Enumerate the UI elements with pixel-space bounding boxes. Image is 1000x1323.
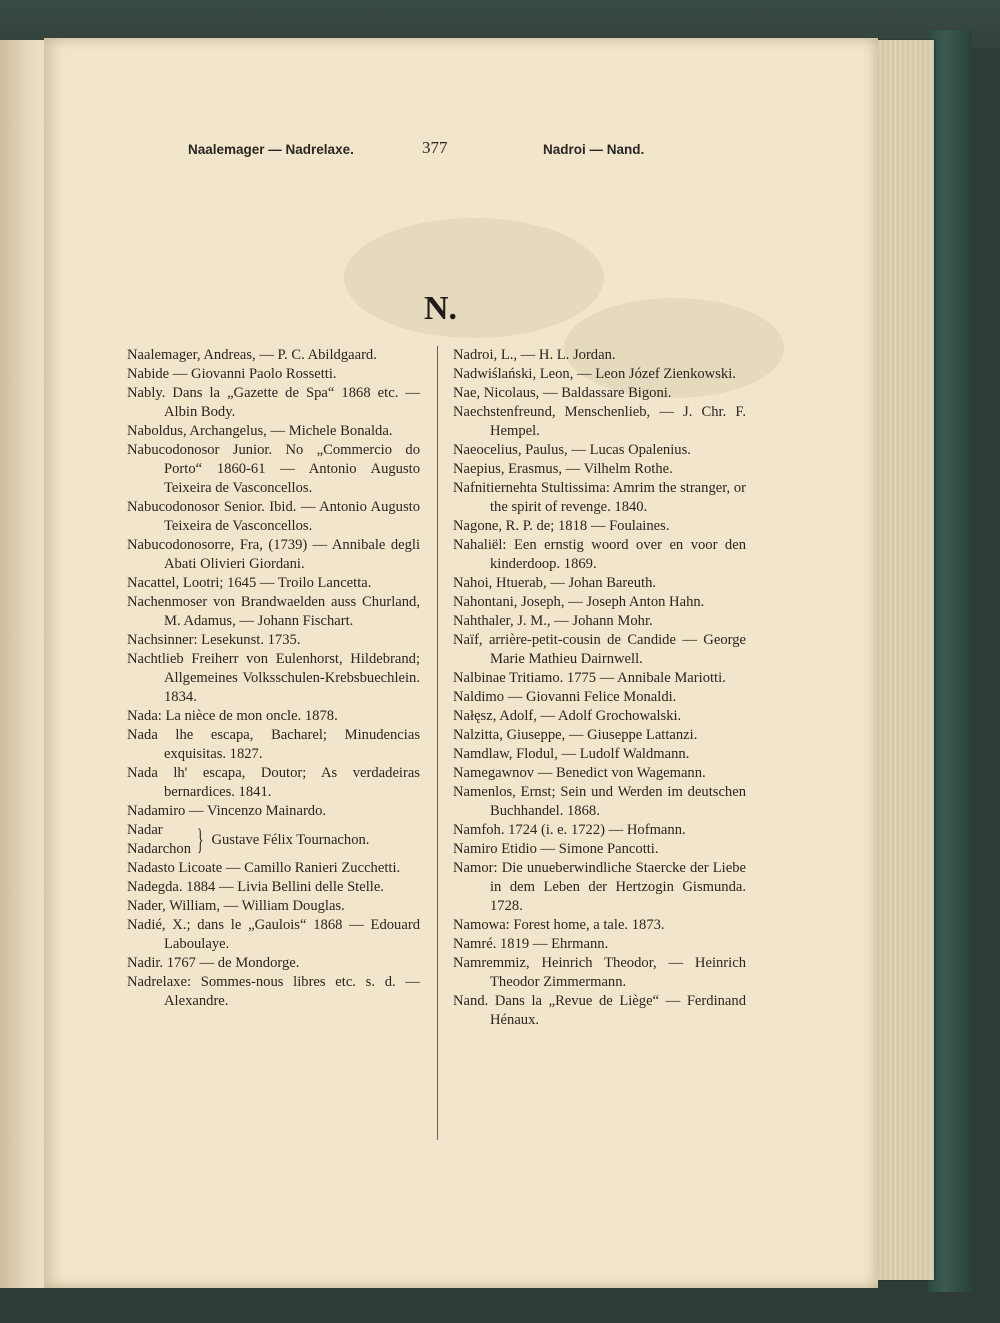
entry: Naboldus, Archangelus, — Michele Bonalda.: [127, 423, 393, 439]
entry: Nałęsz, Adolf, — Adolf Grochowalski.: [453, 708, 682, 724]
entry: Naepius, Erasmus, — Vilhelm Rothe.: [453, 461, 673, 477]
entry: Naechstenfreund, Menschenlieb, — J. Chr. F. Hempel.: [453, 404, 746, 439]
entry: Naldimo — Giovanni Felice Monaldi.: [453, 689, 677, 705]
page-edges: [872, 40, 934, 1280]
entry: Namdlaw, Flodul, — Ludolf Waldmann.: [453, 746, 690, 762]
right-column: [453, 346, 746, 1030]
entry: Nadasto Licoate — Camillo Ranieri Zucchetti.: [127, 860, 401, 876]
entry: Nabucodonosorre, Fra, (1739) — Annibale degli Abati Olivieri Giordani.: [127, 537, 420, 572]
header-left: Naalemager — Nadrelaxe.: [188, 142, 354, 157]
header-right: Nadroi — Nand.: [543, 142, 645, 157]
entry: Nahoi, Htuerab, — Johan Bareuth.: [453, 575, 657, 591]
entry: Nadroi, L., — H. L. Jordan.: [453, 347, 616, 363]
pseudonym: Nadarchon: [127, 841, 192, 857]
book-cover-edge: [928, 30, 972, 1292]
entry: Naalemager, Andreas, — P. C. Abildgaard.: [127, 347, 377, 363]
entry: Nadwiślański, Leon, — Leon Józef Zienkowski.: [453, 366, 736, 382]
entry: Nada lh' escapa, Doutor; As verdadeiras bernardices. 1841.: [127, 765, 420, 800]
entry: Nadrelaxe: Sommes-nous libres etc. s. d. — Alexandre.: [127, 974, 420, 1009]
entry: Nader, William, — William Douglas.: [127, 898, 345, 914]
entry: Nadegda. 1884 — Livia Bellini delle Stelle.: [127, 879, 384, 895]
entry: Naeocelius, Paulus, — Lucas Opalenius.: [453, 442, 691, 458]
entry: Namiro Etidio — Simone Pancotti.: [453, 841, 659, 857]
entry: Nacattel, Lootri; 1645 — Troilo Lancetta.: [127, 575, 372, 591]
entry: Nachtlieb Freiherr von Eulenhorst, Hildebrand; Allgemeines Volksschulen-Krebsbuechlein. 1834.: [127, 651, 420, 705]
running-head: [0, 138, 1000, 162]
entry: Nalzitta, Giuseppe, — Giuseppe Lattanzi.: [453, 727, 698, 743]
column-divider: [437, 346, 438, 1140]
entry: Nagone, R. P. de; 1818 — Foulaines.: [453, 518, 670, 534]
brace-symbol: }: [196, 823, 204, 856]
entry: Nabucodonosor Senior. Ibid. — Antonio Augusto Teixeira de Vasconcellos.: [127, 499, 420, 534]
entry: Nahaliël: Een ernstig woord over en voor den kinderdoop. 1869.: [453, 537, 746, 572]
entry: Namré. 1819 — Ehrmann.: [453, 936, 609, 952]
brace-names: [127, 821, 191, 859]
entry: Namor: Die unueberwindliche Staercke der Liebe in dem Leben der Hertzogin Gismunda. 1728.: [453, 860, 746, 914]
entry: Nada: La nièce de mon oncle. 1878.: [127, 708, 338, 724]
entry: Nafnitiernehta Stultissima: Amrim the stranger, or the spirit of revenge. 1840.: [453, 480, 746, 515]
entry: Namegawnov — Benedict von Wagemann.: [453, 765, 706, 781]
entry: Nalbinae Tritiamo. 1775 — Annibale Mariotti.: [453, 670, 726, 686]
entry: Nada lhe escapa, Bacharel; Minudencias exquisitas. 1827.: [127, 727, 420, 762]
entry: Nae, Nicolaus, — Baldassare Bigoni.: [453, 385, 672, 401]
section-letter: N.: [424, 290, 458, 327]
entry: Nably. Dans la „Gazette de Spa“ 1868 etc. — Albin Body.: [127, 385, 420, 420]
entry: Nadamiro — Vincenzo Mainardo.: [127, 803, 327, 819]
entry: Nand. Dans la „Revue de Liège“ — Ferdinand Hénaux.: [453, 993, 746, 1028]
entry: Naïf, arrière-petit-cousin de Candide — George Marie Mathieu Dairnwell.: [453, 632, 746, 667]
page-number: 377: [422, 138, 448, 157]
entry: Namenlos, Ernst; Sein und Werden im deutschen Buchhandel. 1868.: [453, 784, 746, 819]
entry: Namremmiz, Heinrich Theodor, — Heinrich Theodor Zimmermann.: [453, 955, 746, 990]
left-column: [127, 346, 420, 1011]
entry: Nadié, X.; dans le „Gaulois“ 1868 — Edouard Laboulaye.: [127, 917, 420, 952]
entry: Namfoh. 1724 (i. e. 1722) — Hofmann.: [453, 822, 686, 838]
entry: Nachsinner: Lesekunst. 1735.: [127, 632, 301, 648]
entry: Nachenmoser von Brandwaelden auss Churland, M. Adamus, — Johann Fischart.: [127, 594, 420, 629]
entry: Nadir. 1767 — de Mondorge.: [127, 955, 300, 971]
brace-author: Gustave Félix Tournachon.: [211, 831, 370, 848]
entry: Nabucodonosor Junior. No „Commercio do Porto“ 1860-61 — Antonio Augusto Teixeira de Vasconcellos.: [127, 442, 420, 496]
pseudonym: Nadar: [127, 822, 163, 838]
entry: Namowa: Forest home, a tale. 1873.: [453, 917, 665, 933]
entry: Nabide — Giovanni Paolo Rossetti.: [127, 366, 337, 382]
brace-entry: [127, 821, 420, 859]
entry: Nahontani, Joseph, — Joseph Anton Hahn.: [453, 594, 705, 610]
entry: Nahthaler, J. M., — Johann Mohr.: [453, 613, 653, 629]
bleed-through-stain: [344, 218, 604, 338]
